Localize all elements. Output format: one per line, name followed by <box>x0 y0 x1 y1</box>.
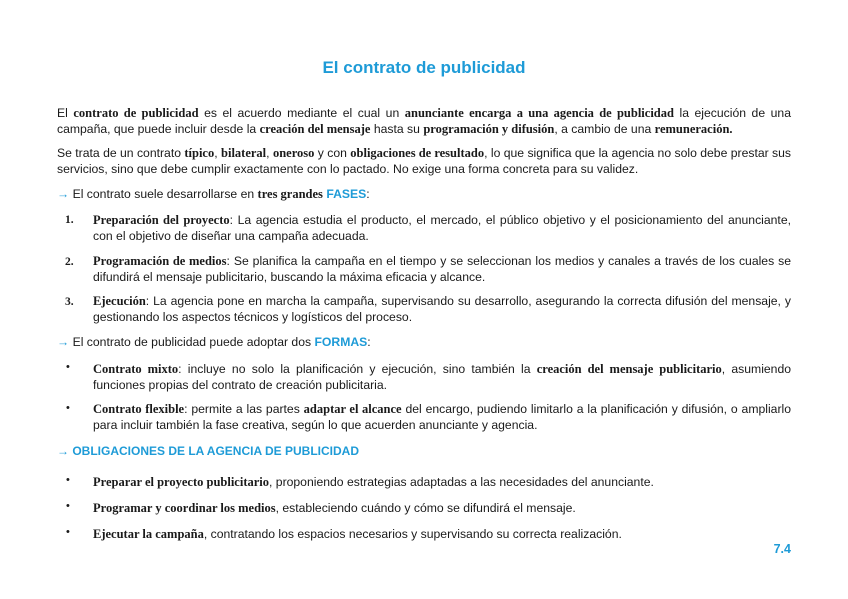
phase-item: Programación de medios: Se planifica la campaña en el tiempo y se seleccionan los medios y canales a través de los cuales se difundirá el mensaje publicitario, buscando la máxima eficacia y alcance. <box>93 254 791 284</box>
phase-item: Preparación del proyecto: La agencia estudia el producto, el mercado, el público objetivo y el posicionamiento del anunciante, con el objetivo de diseñar una campaña adecuada. <box>93 213 791 243</box>
obligation-item: Programar y coordinar los medios, estableciendo cuándo y cómo se difundirá el mensaje. <box>93 501 576 515</box>
bullet-icon: • <box>66 526 70 538</box>
phase-marker: 3. <box>65 296 74 308</box>
bullet-icon: • <box>66 402 70 414</box>
form-item-flexible: Contrato flexible: permite a las partes adaptar el alcance del encargo, pudiendo limitarlo a la planificación y difusión, o ampliarlo para incluir también la fase creativa, según lo que acuerden anunciante y agencia. <box>93 402 791 432</box>
phase-item: Ejecución: La agencia pone en marcha la campaña, supervisando su desarrollo, asegurando la correcta difusión del mensaje, y gestionando los aspectos técnicos y logísticos del proceso. <box>93 294 791 324</box>
page-number: 7.4 <box>773 542 791 556</box>
obligation-item: Preparar el proyecto publicitario, proponiendo estrategias adaptadas a las necesidades del anunciante. <box>93 475 654 489</box>
bullet-icon: • <box>66 474 70 486</box>
phases-intro: → El contrato suele desarrollarse en tres grandes FASES: <box>57 187 370 201</box>
bullet-icon: • <box>66 361 70 373</box>
arrow-icon: → <box>57 187 70 201</box>
form-item-mixto: Contrato mixto: incluye no solo la planificación y ejecución, sino también la creación del mensaje publicitario, asumiendo funciones propias del contrato de creación publicitaria. <box>93 362 792 392</box>
obligations-heading: → OBLIGACIONES DE LA AGENCIA DE PUBLICIDAD <box>57 444 360 458</box>
bullet-icon: • <box>66 500 70 512</box>
arrow-icon: → <box>57 335 70 349</box>
page-title: El contrato de publicidad <box>322 58 526 77</box>
intro-paragraph-1: El contrato de publicidad es el acuerdo mediante el cual un anunciante encarga a una agencia de publicidad la ejecución de una campaña, que puede incluir desde la creación del mensaje hasta su programación y difusión, a cambio de una remuneración. <box>57 106 791 136</box>
phase-marker: 1. <box>65 214 74 226</box>
obligation-item: Ejecutar la campaña, contratando los espacios necesarios y supervisando su correcta realización. <box>93 527 622 541</box>
phase-marker: 2. <box>65 256 74 268</box>
intro-paragraph-2: Se trata de un contrato típico, bilateral, oneroso y con obligaciones de resultado, lo que significa que la agencia no solo debe prestar sus servicios, sino que debe cumplir exactamente con lo pactado. No exige una forma concreta para su validez. <box>57 146 792 176</box>
forms-intro: → El contrato de publicidad puede adoptar dos FORMAS: <box>57 335 371 349</box>
